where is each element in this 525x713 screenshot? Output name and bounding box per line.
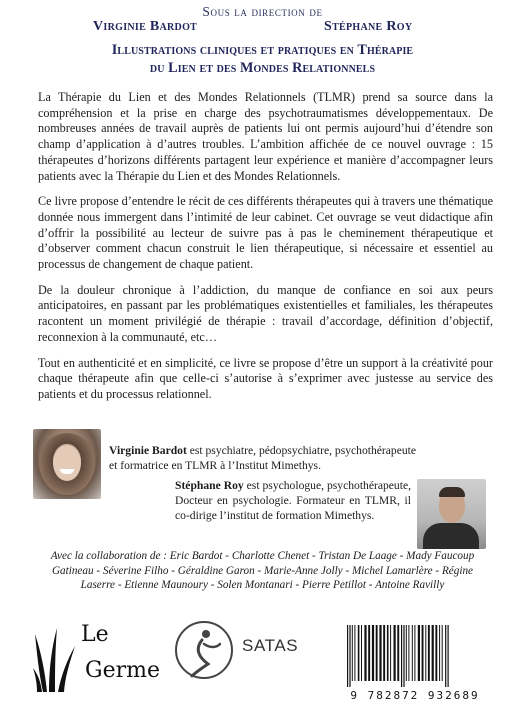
barcode-bar: [368, 625, 370, 681]
barcode-bar: [408, 625, 409, 681]
title-line-1: Illustrations cliniques et pratiques en Thérapie: [111, 42, 414, 58]
barcode-bar: [435, 625, 437, 681]
logos-row: [0, 610, 525, 710]
satas-logo: [168, 616, 318, 686]
barcode-bar: [428, 625, 430, 681]
bio-stephane: [175, 479, 411, 523]
barcode-bar: [383, 625, 385, 681]
book-title: [0, 41, 525, 77]
barcode-bar: [349, 625, 350, 687]
barcode-bar: [414, 625, 415, 681]
authors-line: [0, 19, 525, 41]
barcode-bar: [361, 625, 362, 681]
author-bios: [0, 423, 525, 553]
author-right: Stéphane Roy: [324, 19, 413, 34]
bio-2-text: est psychologue, psychothérapeute, Docteur en psychologie. Formateur en TLMR, il co-dirige l’institut de formation Mimethys.: [175, 479, 411, 522]
paragraph-3: De la douleur chronique à l’addiction, du manque de confiance en soi aux peurs anticipatoires, en passant par les problématiques existentielles et familiales, les thérapeutes racontent un moment privilégié de thérapie : travail d’accordage, définition d’objectif, reconnexion à la communauté, etc…: [38, 282, 493, 344]
barcode-bar: [397, 625, 399, 681]
bio-virginie: [109, 444, 421, 474]
author-left: Virginie Bardot: [93, 19, 198, 34]
satas-wordmark: SATAS: [242, 636, 299, 655]
figure-in-circle-icon: [172, 618, 236, 682]
barcode-bar: [390, 625, 391, 681]
barcode-bar: [347, 625, 348, 687]
collaborators: Avec la collaboration de : Eric Bardot - Charlotte Chenet - Tristan De Laage - Mady Faucoup Gatineau - Séverine Filho - Géraldine Garon - Marie-Anne Jolly - Michel Lamarlère - Régine Laserre - Etienne Maunoury - Solen Montanari - Pierre Petillot - Antoine Ravilly: [50, 550, 475, 592]
direction-label: Sous la direction de: [202, 4, 323, 19]
barcode-bar: [445, 625, 446, 687]
germe-word-germe: Germe: [85, 658, 160, 683]
grass-blades-icon: [33, 624, 83, 694]
barcode-bar: [358, 625, 360, 681]
germe-word-le: Le: [81, 622, 109, 647]
barcode-bar: [412, 625, 413, 681]
barcode-bar: [448, 625, 449, 687]
barcode-bar: [379, 625, 381, 681]
barcode-bar: [432, 625, 434, 681]
barcode-bar: [442, 625, 443, 681]
barcode-bar: [354, 625, 355, 681]
author-photo-virginie: [33, 429, 101, 499]
barcode-bar: [401, 625, 402, 687]
barcode-bar: [394, 625, 396, 681]
barcode-bar: [364, 625, 366, 681]
bio-1-text: est psychiatre, pédopsychiatre, psychothérapeute et formatrice en TLMR à l’Institut Mimethys.: [109, 444, 417, 472]
barcode-bar: [425, 625, 426, 681]
paragraph-4: Tout en authenticité et en simplicité, ce livre se propose d’être un support à la créativité pour chaque thérapeute afin que celle-ci s’autorise à s’exprimer avec justesse au service des patients et du processus relationnel.: [38, 355, 493, 401]
barcode-bars: [339, 623, 491, 687]
isbn-barcode: [338, 622, 492, 706]
barcode-bar: [406, 625, 407, 681]
barcode-bar: [372, 625, 374, 681]
barcode-bar: [387, 625, 389, 681]
barcode-bar: [376, 625, 378, 681]
title-line-2: du Lien et des Mondes Relationnels: [149, 60, 376, 76]
barcode-bar: [352, 625, 353, 681]
paragraph-1: La Thérapie du Lien et des Mondes Relationnels (TLMR) prend sa source dans la compréhension et la prise en charge des psychotraumatismes développementaux. De nombreuses années de travail auprès de patients lui ont permis aujourd’hui d’étendre son champ d’application à d’autres troubles. L’ambition affichée de ce nouvel ouvrage : 15 thérapeutes d’horizons différents partagent leur expérience et manière d’accompagner leurs patients avec la Thérapie du Lien et des Mondes Relationnels.: [38, 90, 493, 183]
isbn-digits: 9 782872 932689: [350, 689, 480, 702]
barcode-bar: [439, 625, 440, 681]
le-germe-logo: [33, 620, 160, 700]
description: [38, 90, 493, 413]
bio-2-name: Stéphane Roy: [175, 479, 244, 492]
bio-1-name: Virginie Bardot: [109, 444, 187, 457]
barcode-bar: [403, 625, 404, 687]
paragraph-2: Ce livre propose d’entendre le récit de ces différents thérapeutes qui à travers une thématique donnée nous immergent dans l’intimité de leur cabinet. Cet ouvrage se veut didactique afin d’offrir la possibilité au lecteur de suivre pas à pas le cheminement thérapeutique et d’observer comment chacun construit le lien thérapeutique, si nécessaire et essentiel au processus de changement de chaque patient.: [38, 194, 493, 272]
barcode-bar: [422, 625, 424, 681]
barcode-bar: [418, 625, 420, 681]
author-photo-stephane: [417, 479, 486, 549]
